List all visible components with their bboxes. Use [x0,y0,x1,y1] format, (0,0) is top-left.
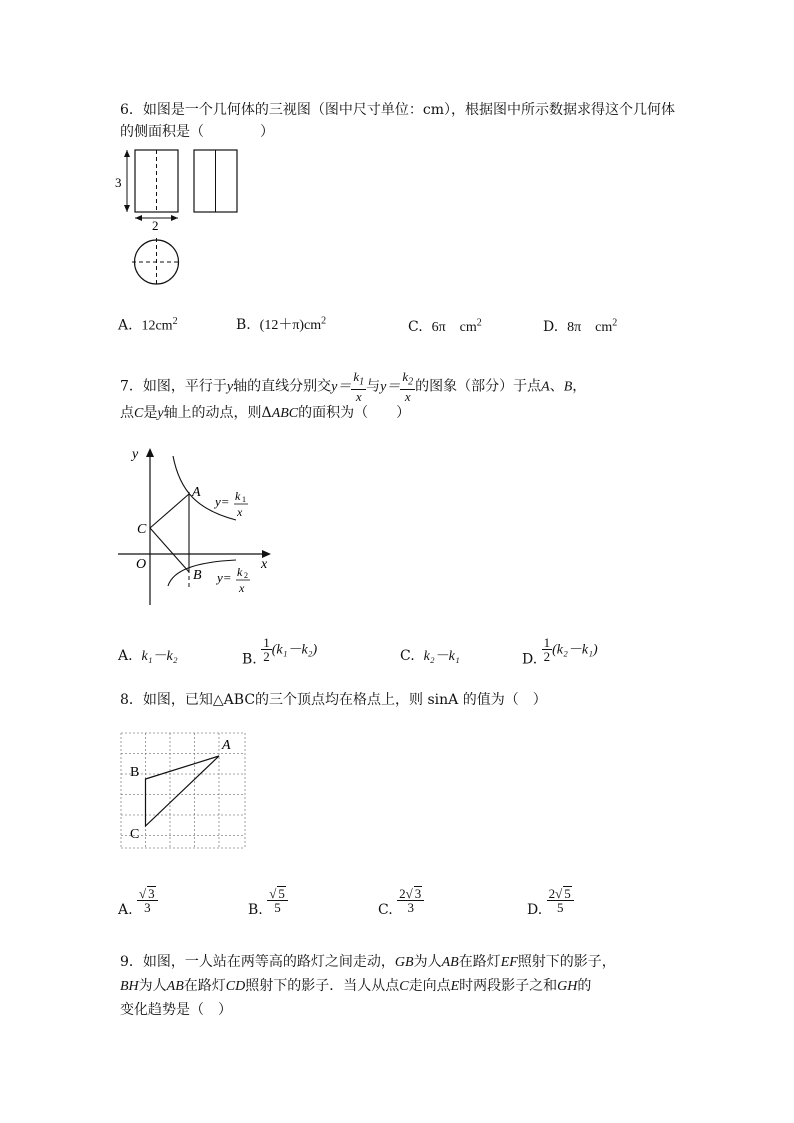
q6-option-d[interactable] [543,316,617,336]
q7-option-a[interactable] [118,645,178,665]
frac-radicand: 5 [278,886,285,901]
segment-ca [150,494,189,528]
var-y: y [157,406,164,421]
text: 与 [366,378,381,395]
q7-option-c[interactable] [400,645,460,665]
option-fraction: $\frac{√ 3}{3}$ [137,886,158,914]
q7-stem-line1 [120,370,586,403]
q8-stem: 8．如图，已知△ABC的三个顶点均在格点上，则 sinA 的值为（ ） [120,692,547,708]
y-axis-arrow [146,448,154,457]
var: EF [500,955,518,970]
option-value: (k₂－k₁) [552,642,598,658]
q6-option-c[interactable] [408,316,482,336]
text: 轴上的动点，则Δ [163,405,272,421]
frac-sub: 2 [408,376,414,388]
q8-option-a[interactable] [118,886,158,918]
var: C [399,979,409,994]
eq1-fraction [351,370,366,403]
text: 的 [577,978,592,994]
option-letter: B. [242,651,257,668]
eq1-y: y＝ [331,379,352,395]
text: 点 [120,405,134,421]
option-letter: A. [118,902,133,918]
option-letter: B. [248,902,263,918]
width-arrow-left [135,215,142,221]
q8-option-c[interactable] [378,886,424,918]
frac-radicand: 3 [414,886,422,901]
q6-option-b[interactable] [236,314,326,334]
text: 在路灯 [458,954,501,970]
text: 的图象（部分）于点 [415,378,542,395]
height-arrow-top [124,150,130,157]
text: 照射下的影子， [517,954,616,970]
option-sup: 2 [172,316,178,327]
var: GH [557,979,578,994]
q7-option-b[interactable] [242,636,317,668]
var: AB [441,955,459,970]
frac-num: k [402,369,409,384]
frac-num: k [353,369,360,384]
segment-cb [150,528,189,572]
q8-grid-figure [118,730,250,852]
q9-stem-line2 [120,976,591,997]
frac-sub: 1 [359,376,365,388]
q6-label-height: 3 [115,175,122,190]
option-letter: A. [118,648,133,664]
option-letter: C. [400,648,415,664]
option-letter: D. [543,319,559,335]
q8-option-d[interactable] [527,886,574,918]
q6-option-a[interactable] [118,316,178,335]
curve1-label-sub: 1 [242,495,246,504]
option-fraction [261,636,272,663]
option-value: k₁－k₂ [141,649,178,664]
q7-stem-line2 [120,403,410,424]
q9-stem-line3: 变化趋势是（ ） [120,1002,232,1018]
option-fraction [542,636,553,663]
q9-stem-line1 [120,952,616,973]
q7-option-d[interactable] [522,636,598,668]
width-arrow-right [171,215,178,221]
text: 的面积为（ ） [298,405,411,421]
q6-label-width: 2 [152,218,159,233]
curve2-label-y: y= [217,570,232,585]
frac-den: 5 [274,900,281,915]
text: 为人 [138,978,167,994]
option-sup: 2 [476,317,482,329]
option-value: (12＋π)cm [259,318,322,333]
frac-radicand: 3 [148,886,155,901]
option-letter: C. [378,902,393,918]
option-value: k₂－k₁ [423,649,460,664]
option-value: 8π cm [567,320,613,335]
point-c-label: C [137,522,147,537]
option-letter: D. [522,651,538,668]
frac-coef: 2 [399,886,406,901]
option-value: (k₁－k₂) [271,642,318,658]
axis-x-label: x [261,557,268,572]
frac-coef: 2 [548,886,556,901]
option-letter: A. [118,317,133,334]
text: 是 [143,405,158,421]
point-a-label: A [222,738,231,753]
q6-stem-line1: 6．如图是一个几何体的三视图（图中尺寸单位：cm），根据图中所示数据求得这个几何体 [120,102,676,118]
frac-den: x [355,388,362,404]
option-letter: B. [236,317,251,333]
var: BH [120,979,139,994]
text: 为人 [413,954,442,970]
text: 走向点 [408,978,451,994]
option-value: 12cm [141,318,173,334]
text: ， [572,378,587,395]
frac-den: 5 [556,900,564,915]
frac-den: 2 [263,649,270,664]
option-sup: 2 [612,317,618,329]
q7-hyperbola-figure [118,440,288,610]
option-fraction: $\frac{√ 5}{5}$ [267,886,288,914]
option-sup: 2 [321,315,327,327]
curve2-label-x: x [239,581,245,595]
frac-den: 2 [543,649,551,664]
height-arrow-bottom [124,205,130,212]
triangle-abc [146,756,220,826]
frac-den: 3 [144,900,151,915]
curve1-label-x: x [237,505,243,519]
text: 、 [549,378,564,395]
var-a: A [541,379,550,395]
var: E [450,979,460,994]
frac-num: 1 [543,635,551,650]
eq2-fraction [400,370,415,403]
var-abc: ABC [271,406,299,421]
curve1-label-k: k [235,489,241,503]
option-fraction: $\frac{2√ 3}{3}$ [397,886,424,914]
point-a-label: A [192,485,201,500]
q6-three-view-figure [112,142,252,292]
var-b: B [563,379,573,395]
point-b-label: B [193,568,202,583]
point-c-label: C [130,827,140,842]
option-value: 6π cm [431,320,477,335]
frac-radicand: 5 [564,886,571,901]
var-y: y [226,379,234,395]
frac-num: 1 [263,635,270,650]
text: 照射下的影子．当人从点 [245,978,400,994]
var: GB [394,955,414,970]
var: CD [225,979,246,994]
axis-y-label: y [132,447,139,462]
text: 9．如图，一人站在两等高的路灯之间走动， [120,954,395,970]
curve-k1 [173,456,236,520]
text: 7．如图，平行于 [120,378,227,395]
curve1-label-y: y= [215,494,230,509]
q6-stem-line2: 的侧面积是（ ） [120,124,274,140]
q8-option-b[interactable] [248,886,288,918]
option-letter: C. [408,319,423,335]
origin-label: O [136,557,147,572]
option-letter: D. [527,902,543,918]
eq2-y: y＝ [380,379,401,395]
text: 轴的直线分别交 [233,378,332,395]
frac-den: x [404,388,411,404]
text: 时两段影子之和 [459,978,558,994]
var: AB [166,979,184,994]
curve2-label-sub: 2 [244,571,248,580]
point-b-label: B [130,765,140,780]
frac-den: 3 [407,900,414,915]
text: 在路灯 [183,978,226,994]
curve2-label-k: k [237,565,243,579]
var-c: C [134,406,144,421]
option-fraction: $\frac{2√ 5}{5}$ [547,886,574,914]
